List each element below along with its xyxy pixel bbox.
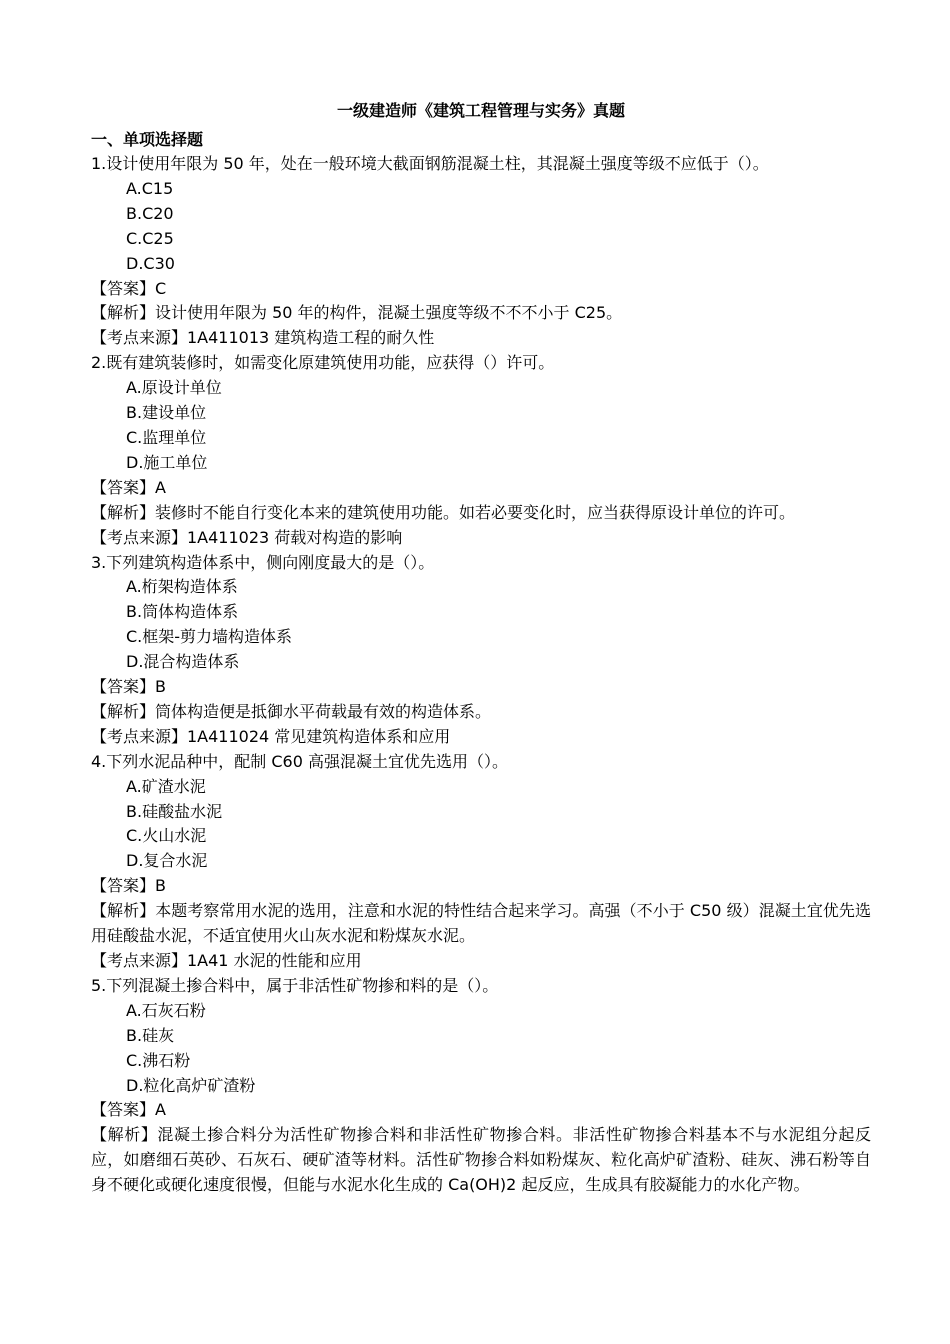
- document-title: 一级建造师《建筑工程管理与实务》真题: [336, 101, 625, 120]
- option-c: C.沸石粉: [126, 1050, 191, 1070]
- document-body: [91, 98, 871, 1198]
- question-stem: 5.下列混凝土掺合料中，属于非活性矿物掺和料的是（）。: [91, 975, 499, 995]
- question-stem: 2.既有建筑装修时，如需变化原建筑使用功能，应获得（）许可。: [91, 353, 555, 373]
- answer: 【答案】B: [91, 876, 166, 896]
- option-c: C.框架-剪力墙构造体系: [126, 627, 293, 647]
- option-c: C.监理单位: [126, 427, 207, 447]
- analysis: 【解析】设计使用年限为 50 年的构件，混凝土强度等级不不不小于 C25。: [91, 303, 623, 323]
- option-b: B.硅酸盐水泥: [126, 801, 223, 821]
- question-3: [91, 551, 871, 750]
- option-a: A.石灰石粉: [126, 1000, 206, 1020]
- answer: 【答案】A: [91, 1100, 166, 1120]
- option-a: A.矿渣水泥: [126, 776, 206, 796]
- question-4: [91, 750, 871, 974]
- answer: 【答案】A: [91, 477, 166, 497]
- source: 【考点来源】1A41 水泥的性能和应用: [91, 951, 362, 970]
- option-b: B.硅灰: [126, 1025, 175, 1045]
- option-b: B.C20: [126, 203, 174, 223]
- question-stem: 3.下列建筑构造体系中，侧向刚度最大的是（）。: [91, 552, 435, 572]
- option-c: C.火山水泥: [126, 826, 207, 846]
- question-stem: 1.设计使用年限为 50 年，处在一般环境大截面钢筋混凝土柱，其混凝土强度等级不应低于（）。: [91, 154, 769, 173]
- option-b: B.建设单位: [126, 403, 207, 423]
- analysis: 【解析】本题考察常用水泥的选用，注意和水泥的特性结合起来学习。高强（不小于 C50 级）混凝土宜优先选用硅酸盐水泥，不适宜使用火山灰水泥和粉煤灰水泥。: [91, 901, 871, 946]
- answer: 【答案】C: [91, 278, 167, 298]
- source: 【考点来源】1A411013 建筑构造工程的耐久性: [91, 328, 435, 348]
- source: 【考点来源】1A411024 常见建筑构造体系和应用: [91, 726, 451, 746]
- option-a: A.原设计单位: [126, 378, 222, 398]
- option-d: D.施工单位: [126, 452, 208, 472]
- option-c: C.C25: [126, 228, 174, 248]
- option-d: D.混合构造体系: [126, 652, 240, 672]
- option-d: D.粒化高炉矿渣粉: [126, 1075, 256, 1095]
- source: 【考点来源】1A411023 荷载对构造的影响: [91, 527, 403, 547]
- option-a: A.桁架构造体系: [126, 577, 238, 597]
- analysis: 【解析】混凝土掺合料分为活性矿物掺合料和非活性矿物掺合料。非活性矿物掺合料基本不与水泥组分起反应，如磨细石英砂、石灰石、硬矿渣等材料。活性矿物掺合料如粉煤灰、粒化高炉矿渣粉、硅灰、沸石粉等自身不硬化或硬化速度很慢，但能与水泥水化生成的 Ca(OH)2 起反应，生成具有胶凝能力的水化产物。: [91, 1125, 871, 1195]
- question-2: [91, 351, 871, 550]
- option-d: D.C30: [126, 253, 175, 273]
- option-d: D.复合水泥: [126, 851, 208, 871]
- option-a: A.C15: [126, 178, 174, 198]
- analysis: 【解析】装修时不能自行变化本来的建筑使用功能。如若必要变化时，应当获得原设计单位的许可。: [91, 502, 796, 522]
- analysis: 【解析】筒体构造便是抵御水平荷载最有效的构造体系。: [91, 701, 492, 721]
- option-b: B.筒体构造体系: [126, 602, 239, 622]
- question-stem: 4.下列水泥品种中，配制 C60 高强混凝土宜优先选用（）。: [91, 751, 508, 771]
- answer: 【答案】B: [91, 677, 166, 697]
- question-5: [91, 974, 871, 1198]
- question-1: [91, 152, 871, 351]
- section-heading: 一、单项选择题: [91, 130, 204, 149]
